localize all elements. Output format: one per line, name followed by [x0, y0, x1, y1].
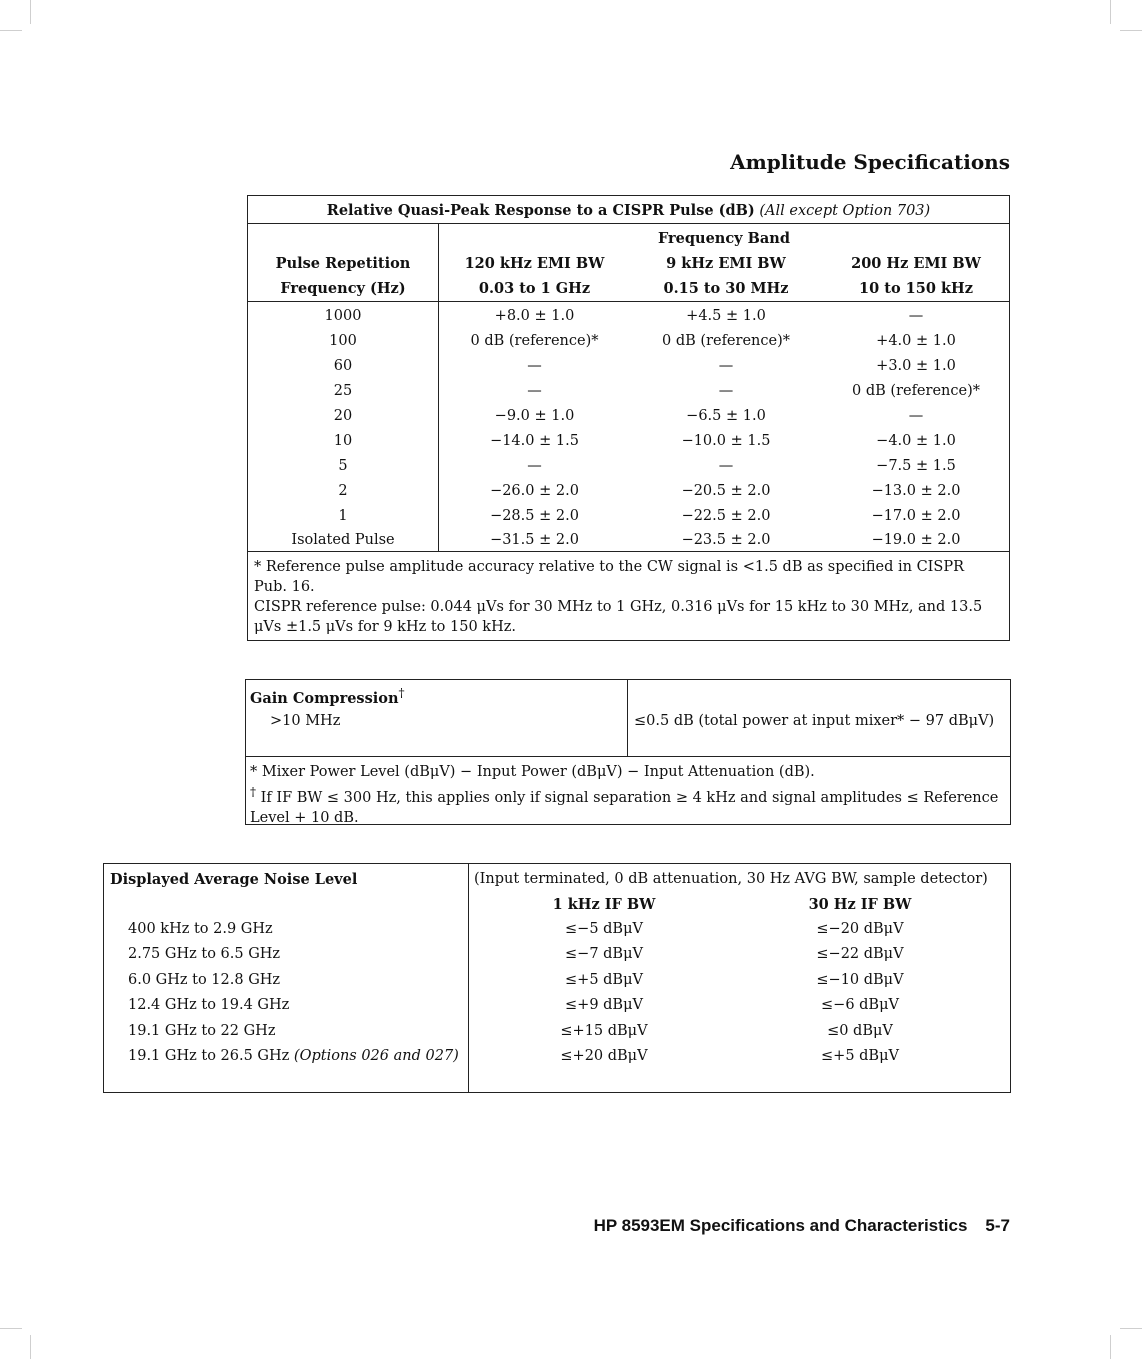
table-row [248, 358, 1009, 383]
col-header-1khz: 1 kHz IF BW [552, 896, 656, 913]
page-footer [594, 1216, 1010, 1236]
frequency-range: 12.4 GHz to 19.4 GHz [128, 997, 290, 1013]
cell: +8.0 ± 1.0 [494, 308, 575, 324]
col-header: 120 kHz EMI BW [464, 255, 605, 272]
cell: −22.5 ± 2.0 [681, 508, 771, 524]
noise-level-title: Displayed Average Noise Level [110, 871, 358, 888]
cell: −4.0 ± 1.0 [876, 433, 956, 449]
cell: 60 [333, 358, 353, 374]
cell: 5 [338, 458, 348, 474]
frequency-range: 2.75 GHz to 6.5 GHz [128, 946, 281, 962]
cell: −28.5 ± 2.0 [490, 508, 579, 524]
cell: 0 dB (reference)* [852, 383, 980, 399]
cell: — [908, 308, 924, 324]
cell: 10 [333, 433, 353, 449]
table-row [248, 532, 1009, 557]
page-number: 5-7 [985, 1216, 1010, 1235]
cell: −23.5 ± 2.0 [681, 532, 771, 548]
crop-mark [30, 1335, 31, 1359]
table-row [248, 308, 1009, 333]
table-row [104, 997, 1010, 1022]
table-row [248, 458, 1009, 483]
noise-30hz: ≤−10 dBμV [816, 972, 904, 988]
frequency-range: 19.1 GHz to 22 GHz [128, 1023, 276, 1039]
table-row [104, 921, 1010, 946]
divider [627, 680, 628, 756]
cell: 2 [338, 483, 348, 499]
noise-1khz: ≤+5 dBμV [565, 972, 643, 988]
gain-compression-title: Gain Compression† [250, 686, 405, 707]
col-header: 9 kHz EMI BW [666, 255, 786, 272]
noise-30hz: ≤0 dBμV [827, 1023, 893, 1039]
footer-title: HP 8593EM Specifications and Characteristics [593, 1216, 968, 1235]
cell: +4.0 ± 1.0 [876, 333, 956, 349]
cell: 1 [338, 508, 348, 524]
measurement-conditions: (Input terminated, 0 dB attenuation, 30 Hz AVG BW, sample detector) [474, 871, 988, 887]
cell: 100 [329, 333, 357, 349]
noise-1khz: ≤−7 dBμV [565, 946, 643, 962]
gain-compression-value: ≤0.5 dB (total power at input mixer* − 97 dBμV) [634, 713, 995, 729]
crop-mark [1110, 1335, 1111, 1359]
table-row [104, 946, 1010, 971]
table-row [104, 972, 1010, 997]
noise-30hz: ≤−20 dBμV [816, 921, 904, 937]
mixer-power-note: * Mixer Power Level (dBμV) − Input Power (dBμV) − Input Attenuation (dB). [250, 764, 815, 780]
cell: −10.0 ± 1.5 [681, 433, 771, 449]
cell: 0 dB (reference)* [470, 333, 599, 349]
noise-1khz: ≤+9 dBμV [565, 997, 643, 1013]
col-header: 200 Hz EMI BW [851, 255, 981, 272]
noise-30hz: ≤−22 dBμV [816, 946, 904, 962]
cell: −13.0 ± 2.0 [871, 483, 961, 499]
table-row [248, 408, 1009, 433]
footnote-reference-pulse: CISPR reference pulse: 0.044 μVs for 30 MHz to 1 GHz, 0.316 μVs for 15 kHz to 30 MHz, and 13.5 μVs ±1.5 μVs for 9 kHz to 150 kHz. [254, 599, 983, 635]
header-row-1 [248, 255, 1009, 280]
crop-mark [0, 30, 22, 31]
col-header: 0.15 to 30 MHz [663, 280, 789, 297]
noise-1khz: ≤−5 dBμV [565, 921, 643, 937]
cell: 1000 [324, 308, 362, 324]
frequency-condition: >10 MHz [270, 713, 341, 729]
table-row [248, 433, 1009, 458]
option-note: (Options 026 and 027) [293, 1048, 459, 1064]
divider [248, 301, 1009, 302]
noise-1khz: ≤+15 dBμV [560, 1023, 648, 1039]
frequency-band-label: Frequency Band [658, 230, 790, 247]
crop-mark [0, 1328, 22, 1329]
divider [248, 551, 1009, 552]
cell: −7.5 ± 1.5 [876, 458, 956, 474]
cell: −17.0 ± 2.0 [871, 508, 961, 524]
cell: 20 [333, 408, 353, 424]
table-row [248, 383, 1009, 408]
col-header: 10 to 150 kHz [859, 280, 973, 297]
page-header: Amplitude Specifications [730, 150, 1010, 174]
dagger-mark: † [250, 785, 257, 799]
cell: — [718, 383, 734, 399]
quasi-peak-table [247, 195, 1010, 641]
table-row [248, 333, 1009, 358]
cell: — [527, 383, 542, 399]
dagger-mark: † [398, 686, 405, 700]
noise-level-table [103, 863, 1011, 1093]
frequency-range: 6.0 GHz to 12.8 GHz [128, 972, 281, 988]
noise-30hz: ≤+5 dBμV [821, 1048, 899, 1064]
cell: — [527, 458, 542, 474]
crop-mark [30, 0, 31, 24]
cell: — [908, 408, 924, 424]
cell: −26.0 ± 2.0 [490, 483, 579, 499]
col-header: Pulse Repetition [275, 255, 411, 272]
col-header: Frequency (Hz) [280, 280, 406, 297]
noise-1khz: ≤+20 dBμV [560, 1048, 648, 1064]
cell: −6.5 ± 1.0 [686, 408, 766, 424]
cell: −20.5 ± 2.0 [681, 483, 771, 499]
cell: — [718, 458, 734, 474]
table-row [104, 1048, 1010, 1073]
footnote-reference-accuracy: * Reference pulse amplitude accuracy relative to the CW signal is <1.5 dB as specified in CISPR Pub. 16. [254, 559, 964, 595]
cell: — [718, 358, 734, 374]
cell: Isolated Pulse [291, 532, 395, 548]
if-bw-note: † If IF BW ≤ 300 Hz, this applies only if signal separation ≥ 4 kHz and signal amplitudes ≤ Reference Level + 10 dB. [250, 785, 999, 826]
crop-mark [1120, 1328, 1142, 1329]
cell: +4.5 ± 1.0 [686, 308, 766, 324]
cell: −14.0 ± 1.5 [490, 433, 579, 449]
frequency-range: 19.1 GHz to 26.5 GHz (Options 026 and 027) [128, 1048, 459, 1064]
cell: — [527, 358, 542, 374]
gain-compression-table [245, 679, 1011, 825]
frequency-range: 400 kHz to 2.9 GHz [128, 921, 273, 937]
crop-mark [1120, 30, 1142, 31]
col-header: 0.03 to 1 GHz [478, 280, 591, 297]
col-header-30hz: 30 Hz IF BW [808, 896, 912, 913]
cell: 0 dB (reference)* [662, 333, 790, 349]
table-title: Relative Quasi-Peak Response to a CISPR Pulse (dB) (All except Option 703) [326, 202, 931, 219]
divider [246, 756, 1010, 757]
table-row [248, 508, 1009, 533]
cell: −31.5 ± 2.0 [490, 532, 579, 548]
cell: +3.0 ± 1.0 [876, 358, 956, 374]
cell: −9.0 ± 1.0 [494, 408, 575, 424]
noise-30hz: ≤−6 dBμV [821, 997, 899, 1013]
table-row [104, 1023, 1010, 1048]
table-row [248, 483, 1009, 508]
cell: −19.0 ± 2.0 [871, 532, 961, 548]
crop-mark [1110, 0, 1111, 24]
divider [248, 223, 1009, 224]
cell: 25 [333, 383, 353, 399]
